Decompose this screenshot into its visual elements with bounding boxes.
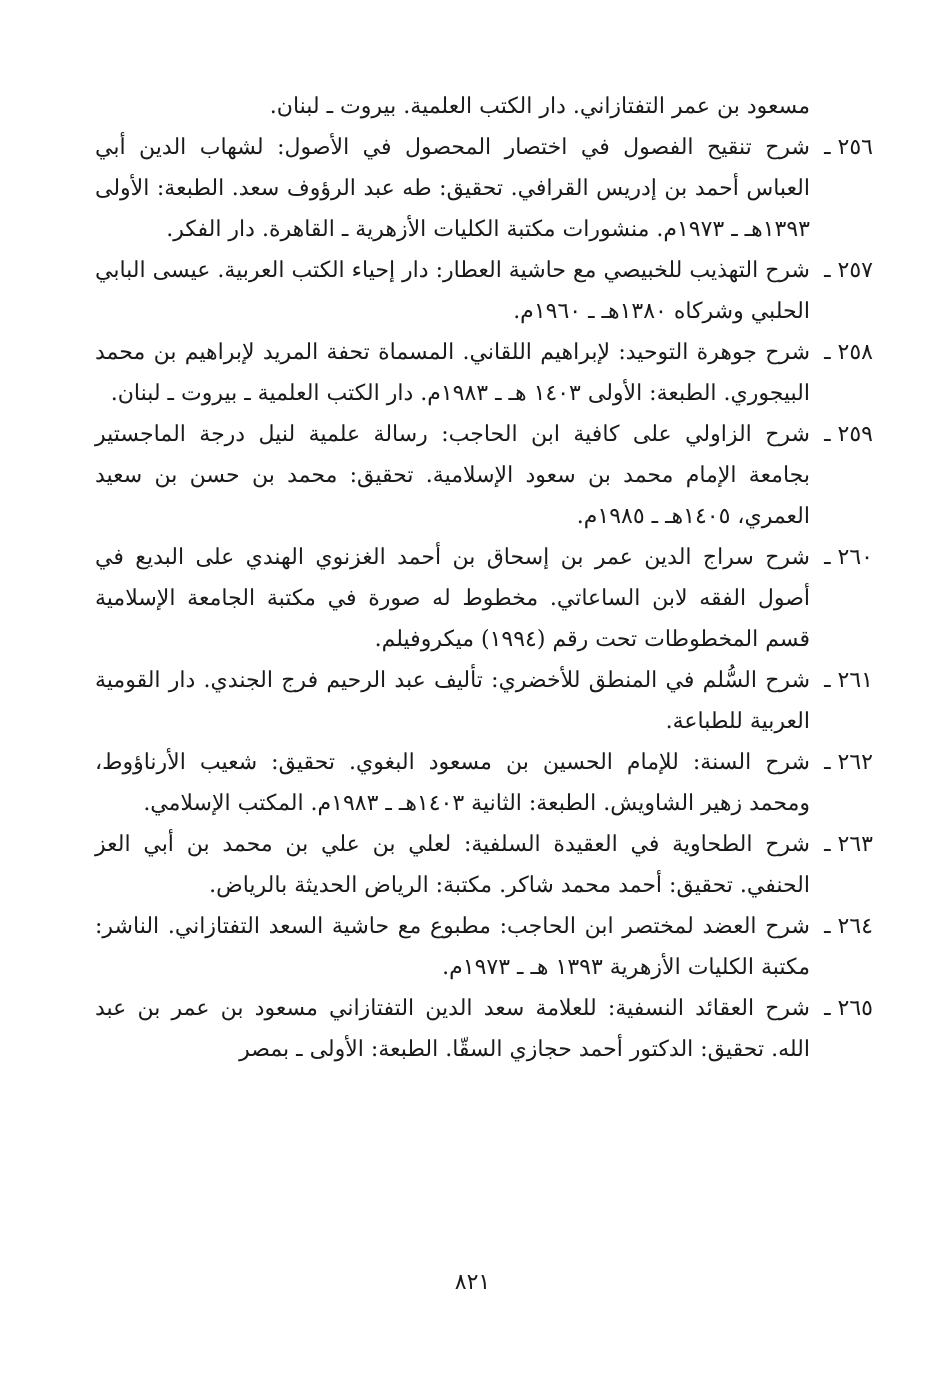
page-number: ٨٢١ (454, 1270, 491, 1295)
bibliography-entry (95, 742, 873, 824)
entry-number: ٢٦٠ ـ (824, 545, 873, 570)
entry-text: شرح العقائد النسفية: للعلامة سعد الدين التفتازاني مسعود بن عمر بن عبد الله. تحقيق: الدكتور أحمد حجازي السقّا. الطبعة: الأولى ـ بمصر (95, 996, 810, 1062)
bibliography-entry (95, 988, 873, 1070)
entry-number: ٢٥٧ ـ (824, 258, 873, 283)
continuation-text: مسعود بن عمر التفتازاني. دار الكتب العلمية. بيروت ـ لبنان. (269, 94, 810, 119)
entry-number: ٢٦٢ ـ (824, 750, 873, 775)
bibliography-entry (95, 824, 873, 906)
bibliography-entry (95, 660, 873, 742)
entry-number: ٢٦٥ ـ (824, 996, 873, 1021)
entry-text: شرح السُّلم في المنطق للأخضري: تأليف عبد الرحيم فرج الجندي. دار القومية العربية للطباعة. (95, 668, 810, 734)
entry-text: شرح التهذيب للخبيصي مع حاشية العطار: دار إحياء الكتب العربية. عيسى البابي الحلبي وشركاه ١٣٨٠هـ ـ ١٩٦٠م. (95, 258, 810, 324)
entry-text: شرح جوهرة التوحيد: لإبراهيم اللقاني. المسماة تحفة المريد لإبراهيم بن محمد البيجوري. الطبعة: الأولى ١٤٠٣ هـ ـ ١٩٨٣م. دار الكتب العلمية ـ بيروت ـ لبنان. (95, 340, 810, 406)
entry-number: ٢٥٦ ـ (824, 135, 873, 160)
bibliography-entry (95, 250, 873, 332)
bibliography-list (95, 86, 873, 1070)
entry-text: شرح سراج الدين عمر بن إسحاق بن أحمد الغزنوي الهندي على البديع في أصول الفقه لابن الساعاتي. مخطوط له صورة في مكتبة الجامعة الإسلامية قسم المخطوطات تحت رقم (١٩٩٤) ميكروفيلم. (95, 545, 810, 652)
entry-number: ٢٥٨ ـ (824, 340, 873, 365)
bibliography-entry (95, 906, 873, 988)
entry-number: ٢٦٣ ـ (824, 832, 873, 857)
entry-text: شرح العضد لمختصر ابن الحاجب: مطبوع مع حاشية السعد التفتازاني. الناشر: مكتبة الكليات الأزهرية ١٣٩٣ هـ ـ ١٩٧٣م. (95, 914, 810, 980)
entry-text: شرح السنة: للإمام الحسين بن مسعود البغوي. تحقيق: شعيب الأرناؤوط، ومحمد زهير الشاويش. الطبعة: الثانية ١٤٠٣هـ ـ ١٩٨٣م. المكتب الإسلامي. (95, 750, 810, 816)
bibliography-entry (95, 332, 873, 414)
bibliography-entry (95, 127, 873, 250)
bibliography-entry (95, 537, 873, 660)
entry-text: شرح الزاولي على كافية ابن الحاجب: رسالة علمية لنيل درجة الماجستير بجامعة الإمام محمد بن سعود الإسلامية. تحقيق: محمد بن حسن بن سعيد العمري، ١٤٠٥هـ ـ ١٩٨٥م. (95, 422, 810, 529)
entry-number: ٢٥٩ ـ (824, 422, 873, 447)
entry-number: ٢٦٤ ـ (824, 914, 873, 939)
entry-text: شرح تنقيح الفصول في اختصار المحصول في الأصول: لشهاب الدين أبي العباس أحمد بن إدريس القرافي. تحقيق: طه عبد الرؤوف سعد. الطبعة: الأولى ١٣٩٣هـ ـ ١٩٧٣م. منشورات مكتبة الكليات الأزهرية ـ القاهرة. دار الفكر. (95, 135, 810, 242)
entry-text: شرح الطحاوية في العقيدة السلفية: لعلي بن علي بن محمد بن أبي العز الحنفي. تحقيق: أحمد محمد شاكر. مكتبة: الرياض الحديثة بالرياض. (95, 832, 810, 898)
entry-number: ٢٦١ ـ (824, 668, 873, 693)
bibliography-entry (95, 414, 873, 537)
